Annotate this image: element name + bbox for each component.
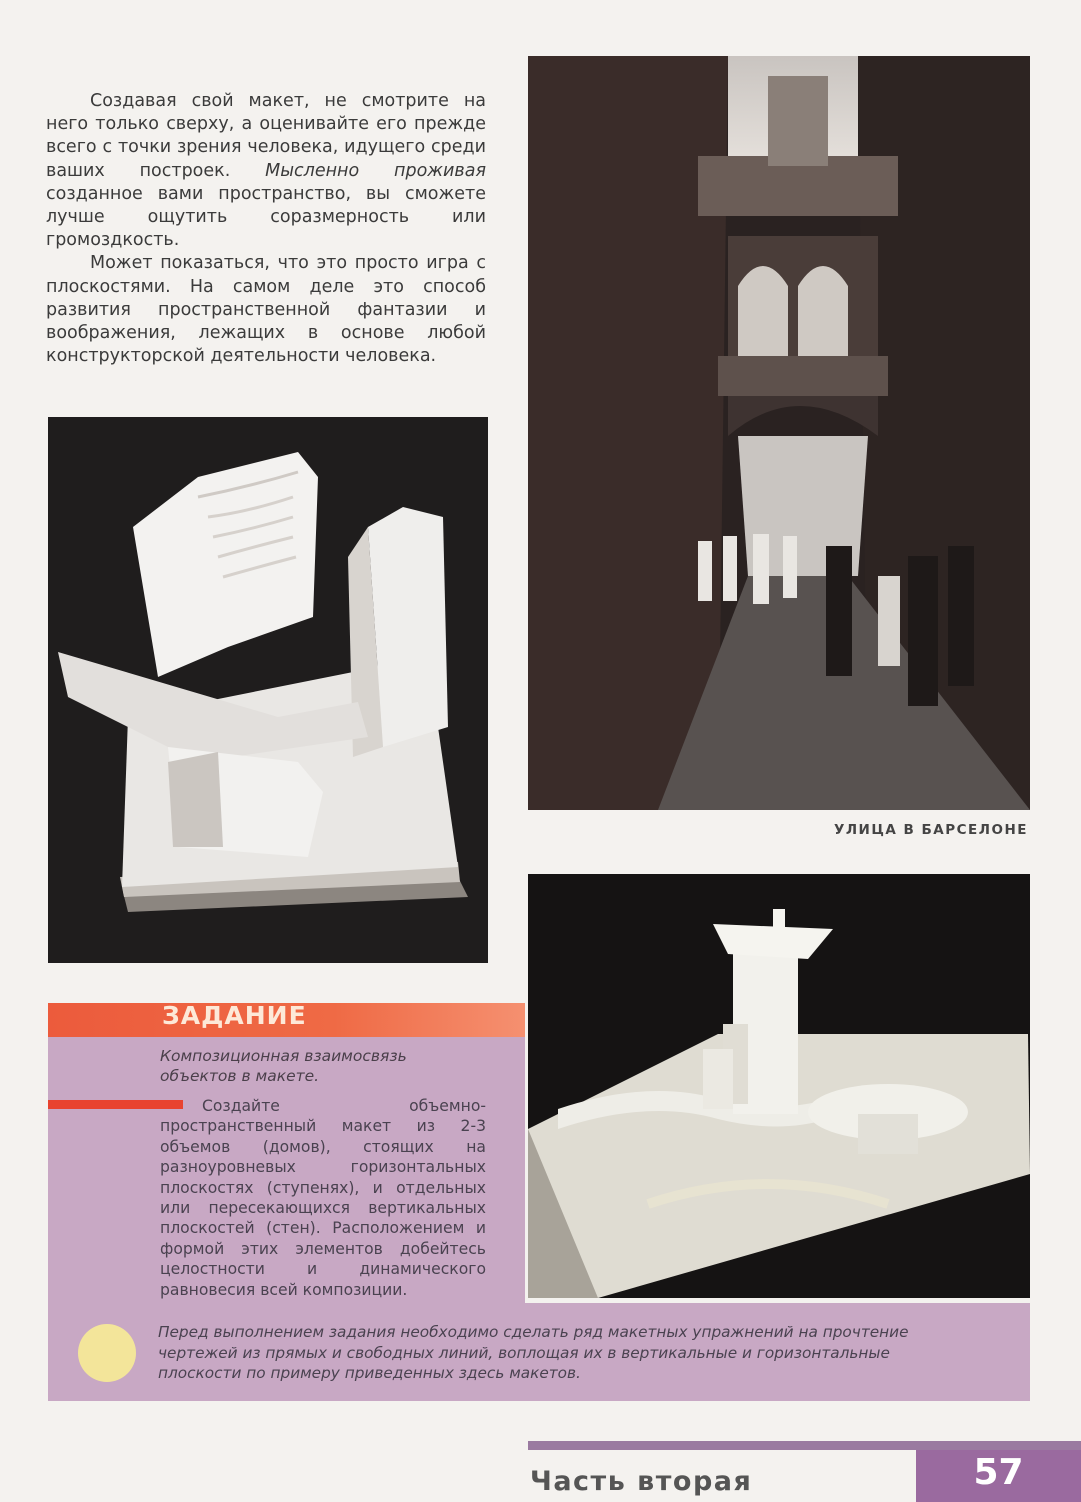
paper-model-photo — [48, 417, 488, 963]
task-hint-text: Перед выполнением задания необходимо сделать ряд макетных упражнений на прочтение чертежей из прямых и свободных линий, воплощая их в вертикальные и горизонтальные плоскости по примеру приведенных здесь макетов. — [158, 1323, 909, 1382]
task-text: Создайте объемно-пространственный макет из 2-3 объемов (домов), стоящих на разноуровневых горизонтальных плоскостях (ступенях), и отдельных или пересекающихся вертикальных плоскостей (стен). Расположением и формой этих элементов добейтесь целостности и динамического равновесия всей композиции. — [160, 1097, 486, 1299]
footer-rule — [528, 1441, 1081, 1450]
intro-emphasis: Мысленно проживая — [265, 160, 486, 181]
intro-text — [46, 90, 486, 368]
hint-dot-icon — [78, 1324, 136, 1382]
paper-model-image — [48, 417, 488, 963]
page-number: 57 — [973, 1452, 1024, 1493]
barcelona-street-image — [528, 56, 1030, 810]
footer-section-title: Часть вторая — [530, 1466, 753, 1497]
barcelona-street-photo — [528, 56, 1030, 810]
intro-paragraph-2: Может показаться, что это просто игра с плоскостями. На самом деле это способ развития пространственной фантазии и воображения, лежащих в основе любой конструкторской деятельности человека. — [46, 253, 486, 367]
fountain-model-image — [528, 874, 1030, 1298]
intro-paragraph-1: Создавая свой макет, не смотрите на него только сверху, а оценивайте его прежде всего с точки зрения человека, идущего среди ваших построек. Мысленно проживая созданное вами пространство, вы сможете лучше ощутить соразмерность или громоздкость. — [46, 91, 486, 251]
street-photo-caption: УЛИЦА В БАРСЕЛОНЕ — [833, 822, 1028, 838]
task-title: ЗАДАНИЕ — [162, 1001, 307, 1030]
task-subtitle: Композиционная взаимосвязь объектов в макете. — [160, 1047, 407, 1085]
fountain-model-photo — [528, 874, 1030, 1298]
